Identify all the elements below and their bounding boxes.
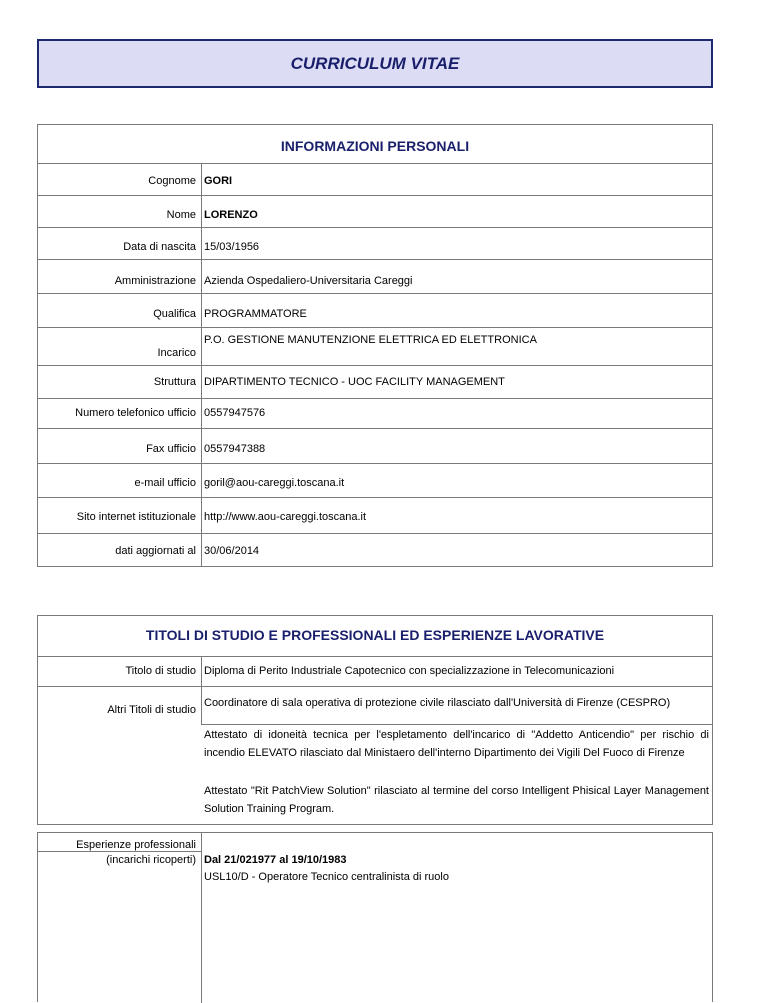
value-struttura: DIPARTIMENTO TECNICO - UOC FACILITY MANAGEMENT bbox=[204, 376, 505, 388]
label-email: e-mail ufficio bbox=[134, 477, 196, 489]
info-row bbox=[38, 195, 712, 196]
info-row bbox=[38, 463, 712, 464]
info-row bbox=[38, 259, 712, 260]
experience-section bbox=[37, 832, 713, 1002]
cv-title-box bbox=[37, 39, 713, 88]
label-data-nascita: Data di nascita bbox=[123, 241, 196, 253]
label-telefono: Numero telefonico ufficio bbox=[75, 407, 196, 419]
label-incarichi: (incarichi ricoperti) bbox=[106, 854, 196, 866]
value-titolo-studio: Diploma di Perito Industriale Capotecnico con specializzazione in Telecomunicazioni bbox=[204, 665, 615, 677]
label-cognome: Cognome bbox=[148, 175, 196, 187]
column-divider bbox=[201, 833, 202, 1003]
experience-row bbox=[38, 851, 202, 852]
label-altri-titoli: Altri Titoli di studio bbox=[107, 704, 196, 716]
value-qualifica: PROGRAMMATORE bbox=[204, 308, 307, 320]
label-qualifica: Qualifica bbox=[153, 308, 196, 320]
label-aggiornati: dati aggiornati al bbox=[115, 545, 196, 557]
value-aggiornati: 30/06/2014 bbox=[204, 545, 260, 557]
studies-row bbox=[38, 686, 712, 687]
label-fax: Fax ufficio bbox=[146, 443, 196, 455]
info-row bbox=[38, 497, 712, 498]
info-row bbox=[38, 227, 712, 228]
studies-row bbox=[201, 724, 712, 725]
value-email: goril@aou-careggi.toscana.it bbox=[204, 477, 345, 489]
value-cognome: GORI bbox=[204, 175, 233, 187]
info-row bbox=[38, 365, 712, 366]
label-struttura: Struttura bbox=[153, 376, 196, 388]
value-telefono: 0557947576 bbox=[204, 407, 266, 419]
column-divider bbox=[201, 656, 202, 724]
label-incarico: Incarico bbox=[157, 347, 196, 359]
cv-title: CURRICULUM VITAE bbox=[290, 53, 460, 73]
value-fax: 0557947388 bbox=[204, 443, 266, 455]
personal-info-section bbox=[37, 124, 713, 567]
experience-desc: USL10/D - Operatore Tecnico centralinista di ruolo bbox=[204, 871, 449, 883]
altri-titolo-2: Attestato di idoneità tecnica per l'espletamento dell'incarico di "Addetto Anticendio" per rischio di incendio ELEVATO rilasciato dal Ministaero dell'interno Dipartimento dei Vigili Del Fuoco di Firenze bbox=[204, 729, 709, 759]
altri-titolo-3: Attestato "Rit PatchView Solution" rilasciato al termine del corso Intelligent Phisical Layer Management Solution Training Program. bbox=[204, 785, 709, 815]
value-amministrazione: Azienda Ospedaliero-Universitaria Careggi bbox=[204, 275, 413, 287]
value-sito: http://www.aou-careggi.toscana.it bbox=[204, 511, 367, 523]
studies-section bbox=[37, 615, 713, 825]
info-row bbox=[38, 428, 712, 429]
value-incarico: P.O. GESTIONE MANUTENZIONE ELETTRICA ED ELETTRONICA bbox=[204, 334, 537, 346]
label-titolo-studio: Titolo di studio bbox=[125, 665, 196, 677]
studies-heading: TITOLI DI STUDIO E PROFESSIONALI ED ESPERIENZE LAVORATIVE bbox=[145, 627, 605, 643]
experience-period: Dal 21/021977 al 19/10/1983 bbox=[204, 854, 347, 866]
info-row bbox=[38, 293, 712, 294]
studies-row bbox=[38, 656, 712, 657]
info-row bbox=[38, 398, 712, 399]
label-esperienze: Esperienze professionali bbox=[76, 839, 196, 851]
label-sito: Sito internet istituzionale bbox=[76, 511, 196, 523]
value-nome: LORENZO bbox=[204, 209, 258, 221]
personal-info-heading: INFORMAZIONI PERSONALI bbox=[280, 138, 470, 154]
label-amministrazione: Amministrazione bbox=[114, 275, 196, 287]
value-data-nascita: 15/03/1956 bbox=[204, 241, 260, 253]
info-row bbox=[38, 533, 712, 534]
altri-titolo-1: Coordinatore di sala operativa di protezione civile rilasciato dall'Università di Firenze (CESPRO) bbox=[204, 697, 671, 709]
label-nome: Nome bbox=[166, 209, 196, 221]
info-row bbox=[38, 327, 712, 328]
info-row bbox=[38, 163, 712, 164]
